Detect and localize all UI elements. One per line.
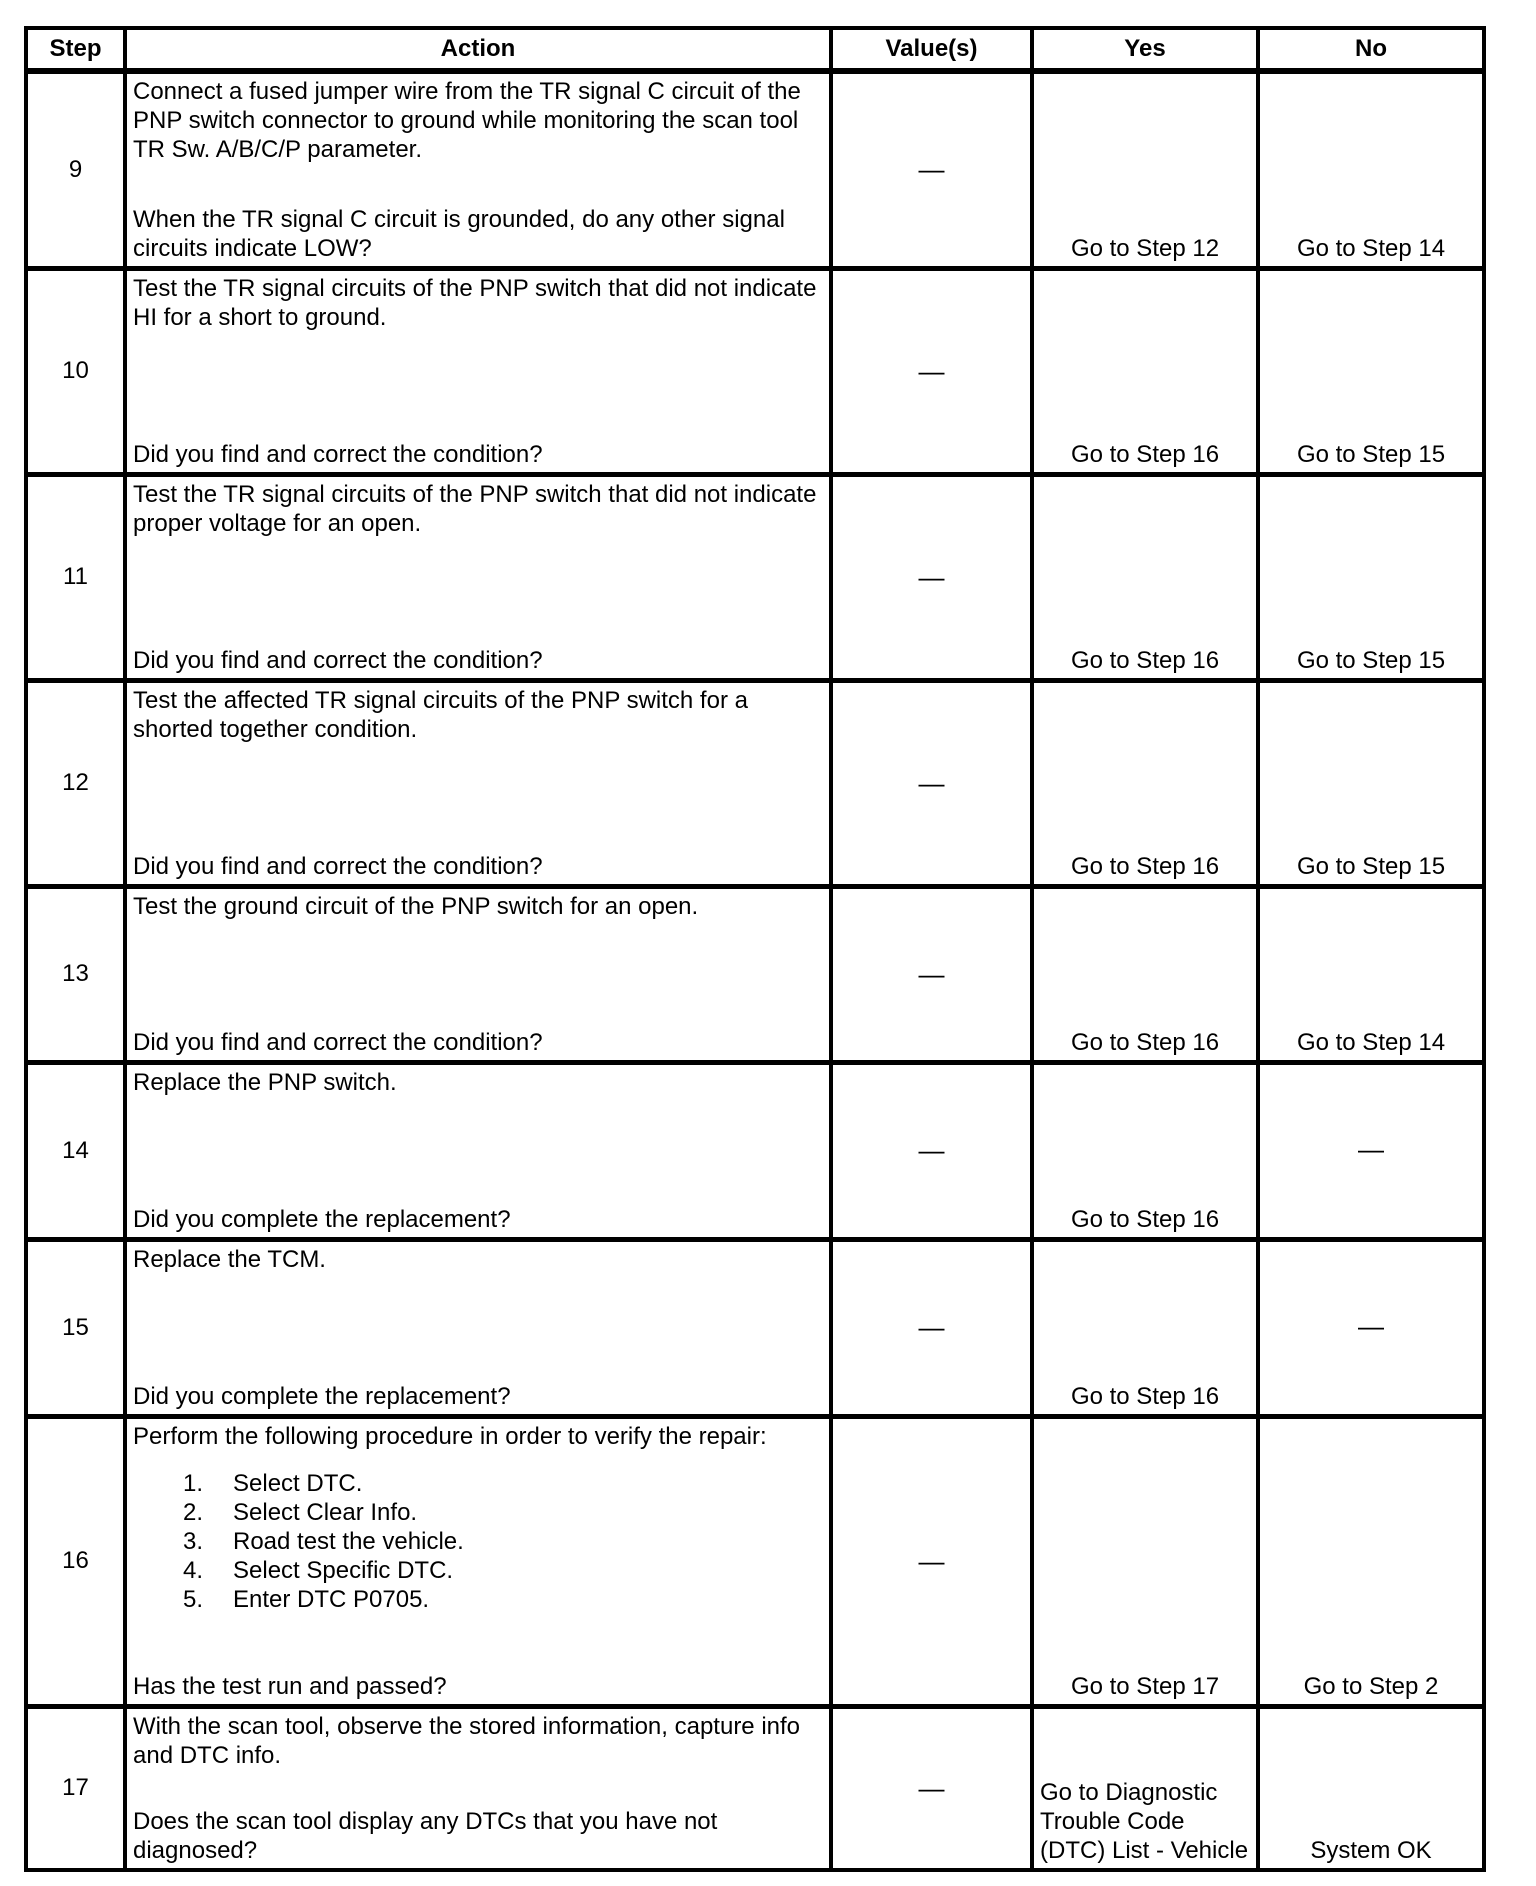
yes-cell: Go to Step 17 — [1032, 1416, 1258, 1706]
step-number: 9 — [26, 71, 125, 268]
step-number: 16 — [26, 1416, 125, 1706]
value-cell: — — [831, 268, 1032, 474]
no-cell: Go to Step 14 — [1258, 71, 1484, 268]
action-question: When the TR signal C circuit is grounded, do any other signal circuits indicate LOW? — [133, 205, 785, 262]
action-question: Did you complete the replacement? — [133, 1382, 511, 1410]
action-text: Replace the TCM. — [133, 1245, 326, 1273]
action-cell — [125, 1062, 831, 1239]
value-cell: — — [831, 1416, 1032, 1706]
header-yes: Yes — [1032, 28, 1258, 71]
value-cell: — — [831, 886, 1032, 1062]
no-cell: Go to Step 15 — [1258, 474, 1484, 680]
list-item: 3. Road test the vehicle. — [183, 1527, 464, 1555]
header-step: Step — [26, 28, 125, 71]
table-row — [26, 268, 1484, 474]
action-question: Does the scan tool display any DTCs that you have not diagnosed? — [133, 1808, 718, 1864]
step-number: 13 — [26, 886, 125, 1062]
no-cell: Go to Step 14 — [1258, 886, 1484, 1062]
action-question: Did you complete the replacement? — [133, 1205, 511, 1233]
table-row — [26, 71, 1484, 268]
step-number: 12 — [26, 680, 125, 886]
step-number: 17 — [26, 1706, 125, 1870]
no-cell: System OK — [1258, 1706, 1484, 1870]
action-cell — [125, 474, 831, 680]
action-text: With the scan tool, observe the stored information, capture info and DTC info. — [133, 1712, 801, 1769]
step-number: 10 — [26, 268, 125, 474]
action-question: Did you find and correct the condition? — [133, 1028, 543, 1056]
yes-cell: Go to Step 16 — [1032, 680, 1258, 886]
list-item: 2. Select Clear Info. — [183, 1498, 418, 1526]
action-text: Test the affected TR signal circuits of the PNP switch for a shorted together condition. — [133, 686, 748, 743]
action-text: Test the ground circuit of the PNP switch for an open. — [133, 892, 699, 920]
yes-cell: Go to Step 16 — [1032, 1062, 1258, 1239]
action-text: Test the TR signal circuits of the PNP switch that did not indicate HI for a short to ground. — [133, 274, 817, 331]
header-action: Action — [125, 28, 831, 71]
yes-cell: Go to Step 16 — [1032, 886, 1258, 1062]
no-cell: Go to Step 15 — [1258, 680, 1484, 886]
action-text: Test the TR signal circuits of the PNP switch that did not indicate proper voltage for an open. — [133, 480, 817, 537]
action-cell — [125, 886, 831, 1062]
value-cell: — — [831, 474, 1032, 680]
table-row — [26, 680, 1484, 886]
action-text: Replace the PNP switch. — [133, 1068, 397, 1096]
action-question: Did you find and correct the condition? — [133, 440, 543, 468]
yes-cell: Go to Step 16 — [1032, 1239, 1258, 1416]
header-no: No — [1258, 28, 1484, 71]
action-question: Has the test run and passed? — [133, 1672, 447, 1700]
action-cell — [125, 268, 831, 474]
table-row — [26, 1706, 1484, 1870]
action-question: Did you find and correct the condition? — [133, 852, 543, 880]
yes-cell: Go to Diagnostic Trouble Code (DTC) List - Vehicle — [1032, 1706, 1258, 1870]
procedure-list — [133, 1469, 823, 1614]
table-row — [26, 1062, 1484, 1239]
value-cell: — — [831, 1062, 1032, 1239]
action-cell — [125, 71, 831, 268]
no-cell: Go to Step 2 — [1258, 1416, 1484, 1706]
action-text: Connect a fused jumper wire from the TR signal C circuit of the PNP switch connector to ground while monitoring the scan tool TR Sw. A/B/C/P parameter. — [133, 78, 801, 163]
step-number: 15 — [26, 1239, 125, 1416]
action-cell — [125, 1706, 831, 1870]
step-number: 14 — [26, 1062, 125, 1239]
diagnostic-table — [24, 26, 1486, 1872]
yes-cell: Go to Step 16 — [1032, 474, 1258, 680]
table-row — [26, 886, 1484, 1062]
value-cell: — — [831, 680, 1032, 886]
no-cell: Go to Step 15 — [1258, 268, 1484, 474]
value-cell: — — [831, 1239, 1032, 1416]
yes-cell: Go to Step 12 — [1032, 71, 1258, 268]
action-question: Did you find and correct the condition? — [133, 646, 543, 674]
action-text: Perform the following procedure in order to verify the repair: — [133, 1422, 767, 1450]
action-cell — [125, 1416, 831, 1706]
no-cell: — — [1258, 1062, 1484, 1239]
value-cell: — — [831, 71, 1032, 268]
table-row — [26, 1239, 1484, 1416]
value-cell: — — [831, 1706, 1032, 1870]
table-row — [26, 1416, 1484, 1706]
list-item: 5. Enter DTC P0705. — [183, 1585, 430, 1613]
yes-cell: Go to Step 16 — [1032, 268, 1258, 474]
header-values: Value(s) — [831, 28, 1032, 71]
action-cell — [125, 680, 831, 886]
no-cell: — — [1258, 1239, 1484, 1416]
table-row — [26, 474, 1484, 680]
list-item: 1. Select DTC. — [183, 1469, 363, 1497]
action-cell — [125, 1239, 831, 1416]
list-item: 4. Select Specific DTC. — [183, 1556, 454, 1584]
header-row — [26, 28, 1484, 71]
step-number: 11 — [26, 474, 125, 680]
